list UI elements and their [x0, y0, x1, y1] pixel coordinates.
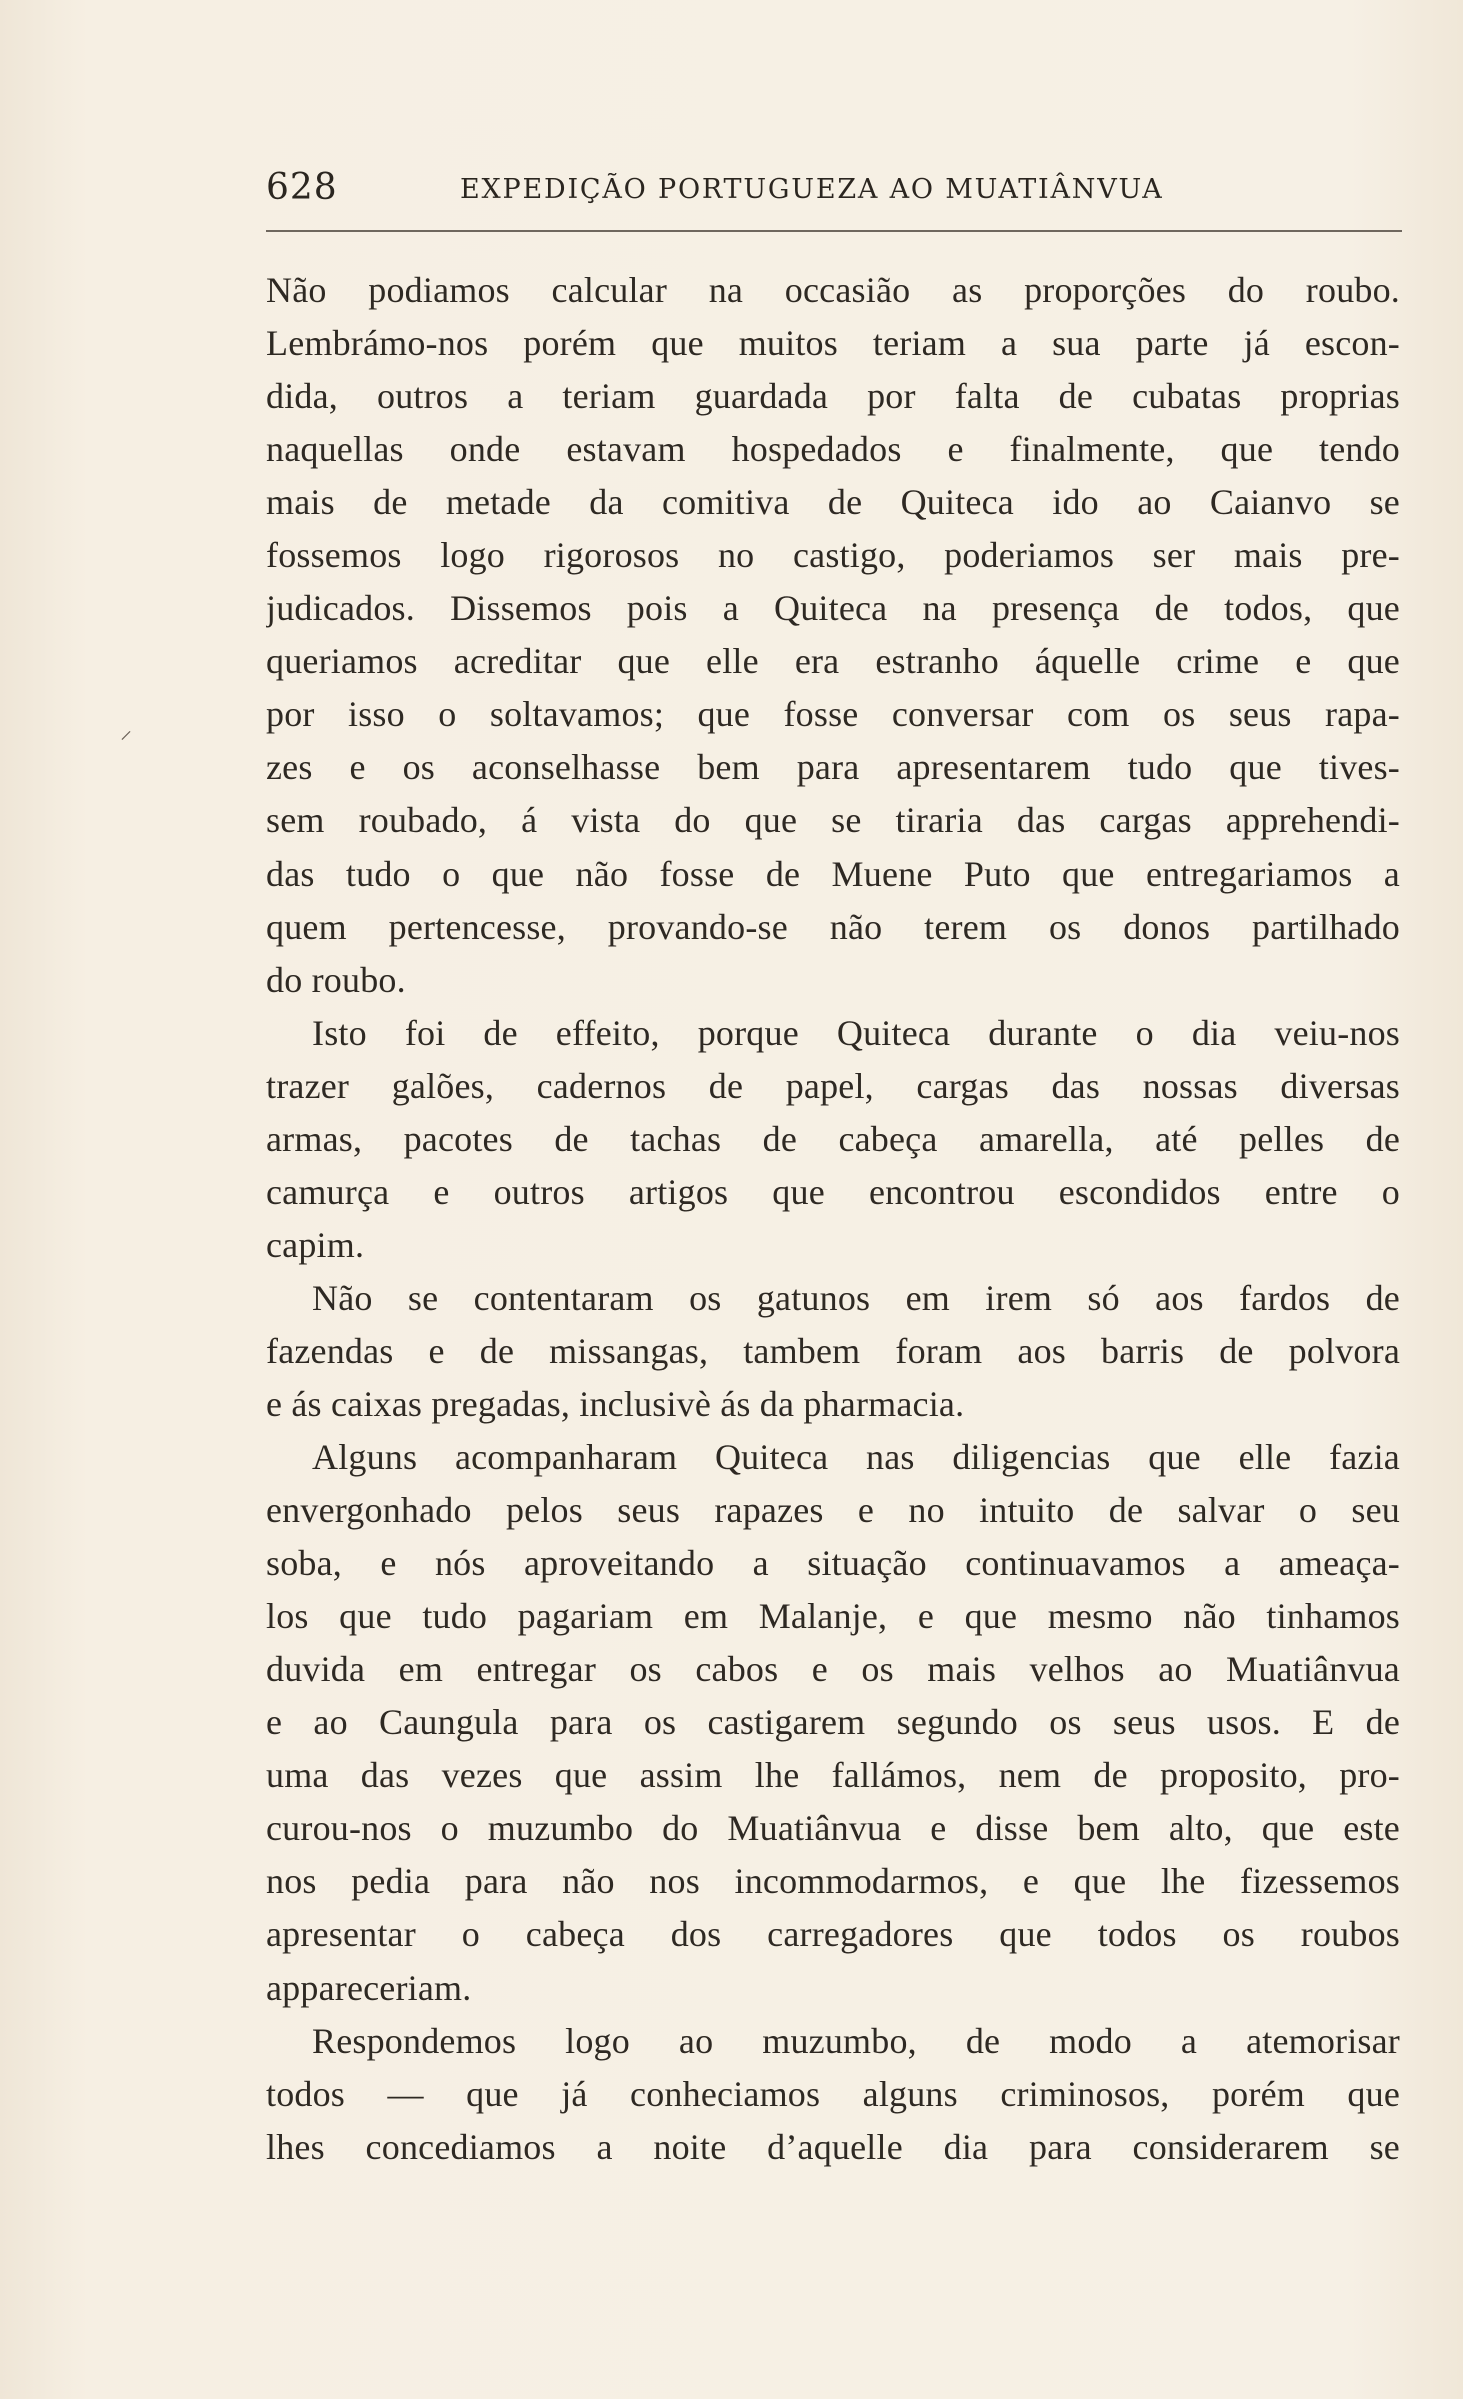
- header-rule: [266, 230, 1402, 232]
- text-line: apresentar o cabeça dos carregadores que todos os roubos: [266, 1914, 1400, 1955]
- text-line: duvida em entregar os cabos e os mais velhos ao Muatiânvua: [266, 1649, 1400, 1690]
- text-line: trazer galões, cadernos de papel, cargas das nossas diversas: [266, 1065, 1400, 1106]
- text-line: Não se contentaram os gatunos em irem só aos fardos de: [312, 1277, 1400, 1318]
- text-line: capim.: [266, 1224, 365, 1265]
- text-line: fazendas e de missangas, tambem foram aos barris de polvora: [266, 1330, 1400, 1371]
- text-line: armas, pacotes de tachas de cabeça amarella, até pelles de: [266, 1118, 1400, 1159]
- text-line: Alguns acompanharam Quiteca nas diligencias que elle fazia: [312, 1437, 1400, 1478]
- text-line: dida, outros a teriam guardada por falta de cubatas proprias: [266, 376, 1400, 417]
- text-line: zes e os aconselhasse bem para apresentarem tudo que tives-: [266, 747, 1400, 788]
- text-line: Isto foi de effeito, porque Quiteca durante o dia veiu-nos: [312, 1012, 1400, 1053]
- body-text: [266, 264, 1400, 2174]
- text-line: Respondemos logo ao muzumbo, de modo a atemorisar: [312, 2020, 1400, 2061]
- text-line: das tudo o que não fosse de Muene Puto que entregariamos a: [266, 853, 1400, 894]
- text-line: Lembrámo-nos porém que muitos teriam a sua parte já escon-: [266, 323, 1400, 364]
- text-line: envergonhado pelos seus rapazes e no intuito de salvar o seu: [266, 1490, 1400, 1531]
- running-title: EXPEDIÇÃO PORTUGUEZA AO MUATIÂNVUA: [460, 174, 1164, 205]
- text-line: sem roubado, á vista do que se tiraria das cargas apprehendi-: [266, 800, 1400, 841]
- text-line: los que tudo pagariam em Malanje, e que mesmo não tinhamos: [266, 1596, 1400, 1637]
- paragraph-3: [266, 1272, 1400, 1431]
- text-line: naquellas onde estavam hospedados e finalmente, que tendo: [266, 429, 1400, 470]
- text-line: fossemos logo rigorosos no castigo, poderiamos ser mais pre-: [266, 535, 1400, 576]
- text-line: soba, e nós aproveitando a situação continuavamos a ameaça-: [266, 1543, 1400, 1584]
- text-line: por isso o soltavamos; que fosse conversar com os seus rapa-: [266, 694, 1400, 735]
- paragraph-4: [266, 1431, 1400, 2015]
- text-line: quem pertencesse, provando-se não terem os donos partilhado: [266, 906, 1400, 947]
- text-line: appareceriam.: [266, 1967, 472, 2008]
- paragraph-5: [266, 2015, 1400, 2174]
- text-line: mais de metade da comitiva de Quiteca ido ao Caianvo se: [266, 482, 1400, 523]
- paragraph-2: [266, 1007, 1400, 1272]
- text-line: queriamos acreditar que elle era estranho áquelle crime e que: [266, 641, 1400, 682]
- text-line: uma das vezes que assim lhe fallámos, nem de proposito, pro-: [266, 1755, 1400, 1796]
- text-line: camurça e outros artigos que encontrou escondidos entre o: [266, 1171, 1400, 1212]
- paragraph-1: [266, 264, 1400, 1007]
- stray-mark: ⸝: [120, 716, 132, 744]
- text-line: Não podiamos calcular na occasião as proporções do roubo.: [266, 270, 1400, 310]
- page-number: 628: [266, 167, 338, 208]
- text-line: todos — que já conheciamos alguns criminosos, porém que: [266, 2073, 1400, 2114]
- text-line: judicados. Dissemos pois a Quiteca na presença de todos, que: [266, 588, 1400, 629]
- text-line: do roubo.: [266, 959, 406, 1000]
- running-head: [266, 166, 1400, 210]
- text-line: curou-nos o muzumbo do Muatiânvua e disse bem alto, que este: [266, 1808, 1400, 1849]
- text-line: lhes concediamos a noite d’aquelle dia para considerarem se: [266, 2126, 1400, 2167]
- text-line: e ao Caungula para os castigarem segundo os seus usos. E de: [266, 1702, 1400, 1743]
- text-line: nos pedia para não nos incommodarmos, e que lhe fizessemos: [266, 1861, 1400, 1902]
- text-line: e ás caixas pregadas, inclusivè ás da pharmacia.: [266, 1383, 965, 1424]
